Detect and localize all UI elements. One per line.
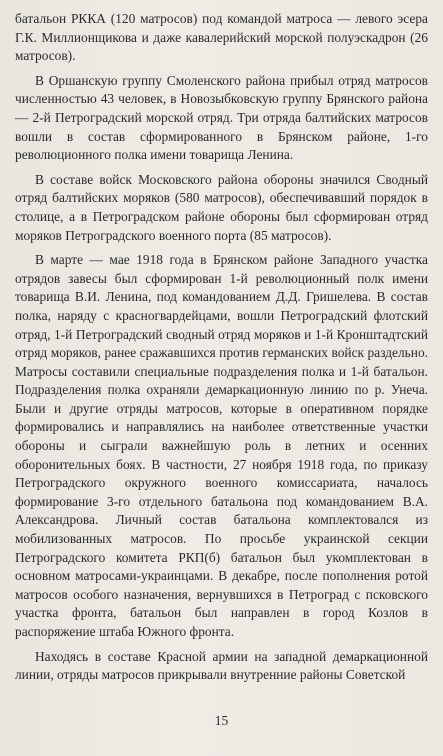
paragraph-3: В составе войск Московского района обороны значился Сводный отряд балтийских моряков (580 матросов), обеспечивавший порядок в столице, а в Петроградском районе обороны был сформирован отряд моряков Петроградского военного порта (85 матросов). [15, 171, 428, 243]
paragraph-2: В Оршанскую группу Смоленского района прибыл отряд матросов численностью 43 человек, в Новозыбковскую группу Брянского района — 2-й Петроградский морской отряд. Три отряда балтийских матросов вошли в состав сформированного в Брянском районе, 1-го революционного полка имени товарища Ленина. [15, 72, 428, 163]
paragraph-5: Находясь в составе Красной армии на западной демаркационной линии, отряды матросов прикрывали внутренние районы Советской [15, 648, 428, 683]
paragraph-1: батальон РККА (120 матросов) под командой матроса — левого эсера Г.К. Миллионщикова и даже кавалерийский морской полуэскадрон (26 матросов). [15, 11, 428, 64]
page-number: 15 [214, 713, 229, 728]
paragraph-4: В марте — мае 1918 года в Брянском районе Западного участка отрядов завесы был сформирован 1-й революционный полк имени товарища В.И. Ленина, под командованием Д.Д. Гришелева. В состав полка, наряду с красногвардейцами, вошли Петроградский флотский отряд, 1-й Петроградский сводный отряд моряков и 1-й Кронштадтский отряд моряков, ранее сражавшихся против германских войск раздельно. Матросы составили специальные подразделения полка и 1-й батальон. Подразделения полка охраняли демаркационную линию по р. Унеча. Были и другие отряды матросов, которые в оперативном порядке формировались и направлялись на наиболее ответственные участки обороны и сыграли важнейшую роль в летних и осенних оборонительных боях. В частности, 27 ноября 1918 года, по приказу Петроградского окружного военного комиссариата, началось формирование 3-го отдельного батальона под командованием В.А. Александрова. Личный состав батальона комплектовался из мобилизованных матросов. По просьбе украинской секции Петроградского комитета РКП(б) батальон был укомплектован в основном матросами-украинцами. В декабре, после пополнения ротой матросов особого назначения, вернувшихся в Петроград с псковского участка фронта, батальон был направлен в город Козлов в распоряжение штаба Южного фронта. [15, 252, 428, 639]
